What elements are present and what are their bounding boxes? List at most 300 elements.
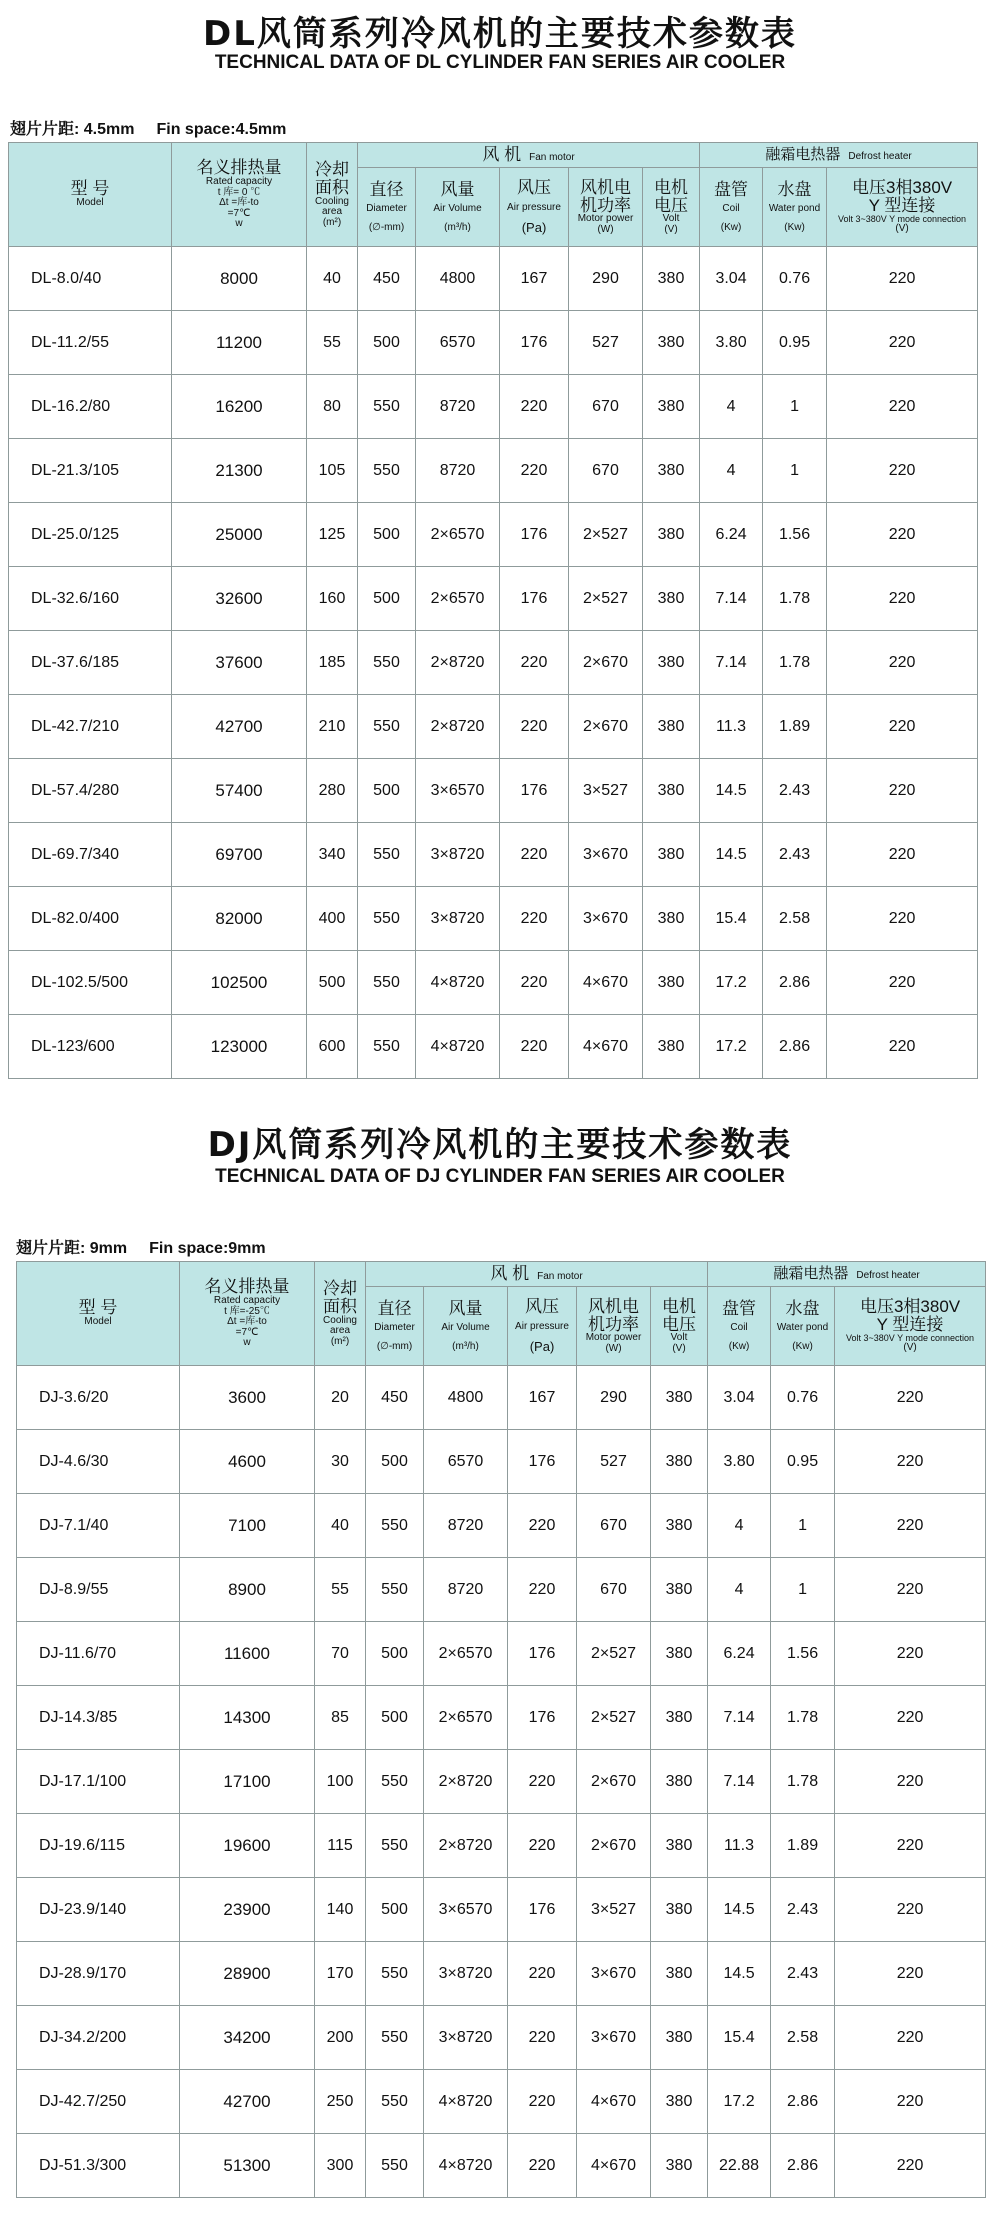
defrost-volt-cell: 220 [827, 375, 978, 439]
motor-power-cell: 2×527 [569, 503, 643, 567]
air-pressure-cell: 220 [500, 1015, 569, 1079]
air-volume-cell: 6570 [416, 311, 500, 375]
cooling-area-cell: 55 [315, 1558, 366, 1622]
diameter-cell: 550 [358, 439, 416, 503]
air-pressure-cell: 220 [500, 631, 569, 695]
motor-power-cell: 3×670 [577, 2006, 651, 2070]
dj-table-header [17, 1262, 986, 1366]
table-row [17, 2134, 986, 2198]
coil-cell: 22.88 [708, 2134, 771, 2198]
model-cell: DL-32.6/160 [9, 567, 172, 631]
motor-volt-cell: 380 [643, 759, 700, 823]
defrost-volt-cell: 220 [835, 1878, 986, 1942]
capacity-cell: 7100 [180, 1494, 315, 1558]
air-pressure-cell: 220 [508, 1942, 577, 2006]
capacity-cell: 3600 [180, 1366, 315, 1430]
air-pressure-cell: 167 [500, 247, 569, 311]
coil-cell: 3.80 [700, 311, 763, 375]
water-pond-cell: 1.78 [771, 1750, 835, 1814]
cooling-area-cell: 55 [307, 311, 358, 375]
motor-volt-cell: 380 [651, 1558, 708, 1622]
air-pressure-cell: 176 [508, 1622, 577, 1686]
diameter-cell: 550 [358, 887, 416, 951]
capacity-cell: 17100 [180, 1750, 315, 1814]
model-cell: DJ-8.9/55 [17, 1558, 180, 1622]
motor-power-cell: 670 [569, 439, 643, 503]
coil-cell: 15.4 [708, 2006, 771, 2070]
defrost-volt-cell: 220 [835, 1366, 986, 1430]
water-pond-cell: 1.78 [771, 1686, 835, 1750]
fan-motor-group-header: 风 机 Fan motor [366, 1262, 708, 1287]
capacity-cell: 19600 [180, 1814, 315, 1878]
coil-cell: 14.5 [700, 823, 763, 887]
diameter-cell: 450 [366, 1366, 424, 1430]
air-volume-cell: 4800 [424, 1366, 508, 1430]
defrost-volt-cell: 220 [827, 695, 978, 759]
air-pressure-cell: 220 [508, 1494, 577, 1558]
motor-power-header: 风机电 机功率 Motor power (W) [577, 1287, 651, 1366]
air-volume-cell: 3×8720 [416, 887, 500, 951]
air-volume-cell: 2×8720 [424, 1750, 508, 1814]
dl-title-cn: DL风筒系列冷风机的主要技术参数表 [203, 14, 797, 54]
air-volume-cell: 2×6570 [424, 1686, 508, 1750]
model-cell: DL-69.7/340 [9, 823, 172, 887]
motor-volt-cell: 380 [643, 503, 700, 567]
water-pond-cell: 2.86 [763, 951, 827, 1015]
capacity-cell: 14300 [180, 1686, 315, 1750]
defrost-volt-cell: 220 [835, 1686, 986, 1750]
air-pressure-header: 风压 Air pressure (Pa) [508, 1287, 577, 1366]
diameter-cell: 550 [366, 2006, 424, 2070]
capacity-cell: 102500 [172, 951, 307, 1015]
motor-volt-cell: 380 [643, 695, 700, 759]
defrost-volt-cell: 220 [827, 311, 978, 375]
air-volume-header: 风量 Air Volume (m³/h) [424, 1287, 508, 1366]
cooling-area-cell: 30 [315, 1430, 366, 1494]
coil-cell: 3.04 [708, 1366, 771, 1430]
model-cell: DJ-51.3/300 [17, 2134, 180, 2198]
cooling-area-cell: 125 [307, 503, 358, 567]
diameter-cell: 500 [358, 567, 416, 631]
cooling-area-cell: 250 [315, 2070, 366, 2134]
capacity-cell: 34200 [180, 2006, 315, 2070]
air-pressure-cell: 220 [500, 951, 569, 1015]
dl-title-en: TECHNICAL DATA OF DL CYLINDER FAN SERIES AIR COOLER [214, 52, 786, 73]
capacity-cell: 21300 [172, 439, 307, 503]
water-pond-cell: 1.56 [771, 1622, 835, 1686]
diameter-cell: 500 [366, 1622, 424, 1686]
diameter-cell: 550 [366, 1814, 424, 1878]
coil-cell: 3.04 [700, 247, 763, 311]
motor-volt-cell: 380 [651, 1430, 708, 1494]
water-pond-cell: 1 [771, 1558, 835, 1622]
air-pressure-cell: 176 [508, 1430, 577, 1494]
cooling-area-cell: 280 [307, 759, 358, 823]
motor-power-cell: 4×670 [569, 951, 643, 1015]
cooling-area-header: 冷却 面积 Cooling area (m²) [307, 143, 358, 247]
cooling-area-cell: 200 [315, 2006, 366, 2070]
air-volume-cell: 3×8720 [424, 1942, 508, 2006]
coil-cell: 6.24 [708, 1622, 771, 1686]
water-pond-header: 水盘 Water pond (Kw) [763, 168, 827, 247]
motor-power-cell: 2×670 [569, 631, 643, 695]
cooling-area-cell: 160 [307, 567, 358, 631]
water-pond-cell: 1 [771, 1494, 835, 1558]
fan-motor-group-header: 风 机 Fan motor [358, 143, 700, 168]
table-row [17, 1366, 986, 1430]
defrost-volt-cell: 220 [827, 887, 978, 951]
capacity-cell: 42700 [180, 2070, 315, 2134]
defrost-volt-cell: 220 [835, 2006, 986, 2070]
air-pressure-cell: 220 [500, 887, 569, 951]
defrost-heater-group-header: 融霜电热器 Defrost heater [700, 143, 978, 168]
coil-cell: 4 [700, 439, 763, 503]
cooling-area-cell: 40 [315, 1494, 366, 1558]
water-pond-cell: 2.43 [763, 823, 827, 887]
air-pressure-header: 风压 Air pressure (Pa) [500, 168, 569, 247]
motor-power-header: 风机电 机功率 Motor power (W) [569, 168, 643, 247]
air-volume-cell: 2×8720 [424, 1814, 508, 1878]
air-pressure-cell: 220 [508, 1750, 577, 1814]
motor-volt-cell: 380 [643, 951, 700, 1015]
diameter-cell: 550 [358, 951, 416, 1015]
water-pond-cell: 2.43 [771, 1942, 835, 2006]
motor-power-cell: 670 [569, 375, 643, 439]
model-cell: DJ-4.6/30 [17, 1430, 180, 1494]
defrost-volt-cell: 220 [835, 1750, 986, 1814]
cooling-area-cell: 70 [315, 1622, 366, 1686]
motor-power-cell: 3×670 [569, 887, 643, 951]
motor-power-cell: 3×527 [577, 1878, 651, 1942]
motor-volt-cell: 380 [643, 631, 700, 695]
capacity-cell: 4600 [180, 1430, 315, 1494]
air-pressure-cell: 176 [500, 567, 569, 631]
table-row [9, 247, 978, 311]
dj-table-body [17, 1366, 986, 2198]
motor-volt-cell: 380 [651, 2070, 708, 2134]
air-pressure-cell: 220 [508, 2134, 577, 2198]
diameter-cell: 550 [358, 631, 416, 695]
coil-cell: 14.5 [708, 1878, 771, 1942]
capacity-cell: 23900 [180, 1878, 315, 1942]
water-pond-cell: 0.76 [771, 1366, 835, 1430]
capacity-cell: 82000 [172, 887, 307, 951]
coil-cell: 11.3 [700, 695, 763, 759]
dj-fin-space-en: Fin space:9mm [149, 1240, 266, 1257]
table-row [9, 375, 978, 439]
air-pressure-cell: 167 [508, 1366, 577, 1430]
air-pressure-cell: 176 [500, 503, 569, 567]
defrost-volt-cell: 220 [827, 951, 978, 1015]
defrost-volt-cell: 220 [835, 1430, 986, 1494]
motor-volt-cell: 380 [643, 887, 700, 951]
water-pond-cell: 2.86 [771, 2134, 835, 2198]
defrost-volt-cell: 220 [835, 2070, 986, 2134]
model-cell: DJ-3.6/20 [17, 1366, 180, 1430]
diameter-cell: 550 [366, 1494, 424, 1558]
air-volume-cell: 3×8720 [416, 823, 500, 887]
diameter-cell: 550 [366, 2134, 424, 2198]
model-cell: DJ-23.9/140 [17, 1878, 180, 1942]
air-pressure-cell: 176 [500, 311, 569, 375]
air-volume-cell: 4800 [416, 247, 500, 311]
diameter-cell: 500 [366, 1686, 424, 1750]
model-cell: DJ-28.9/170 [17, 1942, 180, 2006]
water-pond-cell: 1.78 [763, 567, 827, 631]
diameter-cell: 450 [358, 247, 416, 311]
motor-power-cell: 4×670 [569, 1015, 643, 1079]
motor-volt-cell: 380 [651, 2134, 708, 2198]
model-cell: DJ-19.6/115 [17, 1814, 180, 1878]
cooling-area-cell: 115 [315, 1814, 366, 1878]
cooling-area-cell: 400 [307, 887, 358, 951]
cooling-area-cell: 40 [307, 247, 358, 311]
diameter-cell: 550 [358, 695, 416, 759]
model-cell: DL-8.0/40 [9, 247, 172, 311]
dl-spec-table [8, 142, 978, 1079]
water-pond-cell: 0.76 [763, 247, 827, 311]
air-pressure-cell: 220 [508, 1558, 577, 1622]
defrost-volt-cell: 220 [835, 1942, 986, 2006]
cooling-area-cell: 210 [307, 695, 358, 759]
dl-table-header [9, 143, 978, 247]
cooling-area-cell: 20 [315, 1366, 366, 1430]
motor-power-cell: 3×527 [569, 759, 643, 823]
defrost-volt-cell: 220 [827, 567, 978, 631]
cooling-area-cell: 340 [307, 823, 358, 887]
defrost-volt-cell: 220 [835, 1814, 986, 1878]
model-cell: DJ-17.1/100 [17, 1750, 180, 1814]
coil-cell: 14.5 [700, 759, 763, 823]
diameter-header: 直径 Diameter (∅-mm) [366, 1287, 424, 1366]
motor-power-cell: 2×527 [577, 1622, 651, 1686]
water-pond-cell: 2.86 [771, 2070, 835, 2134]
coil-cell: 15.4 [700, 887, 763, 951]
air-pressure-cell: 220 [500, 695, 569, 759]
table-row [9, 311, 978, 375]
dj-title-en: TECHNICAL DATA OF DJ CYLINDER FAN SERIES AIR COOLER [215, 1166, 785, 1187]
water-pond-cell: 2.58 [771, 2006, 835, 2070]
diameter-header: 直径 Diameter (∅-mm) [358, 168, 416, 247]
capacity-cell: 16200 [172, 375, 307, 439]
motor-volt-cell: 380 [643, 439, 700, 503]
air-pressure-cell: 220 [508, 2070, 577, 2134]
defrost-volt-header: 电压3相380V Y 型连接 Volt 3~380V Y mode connection (V) [835, 1287, 986, 1366]
motor-volt-cell: 380 [651, 1750, 708, 1814]
capacity-cell: 11600 [180, 1622, 315, 1686]
air-volume-cell: 8720 [424, 1558, 508, 1622]
diameter-cell: 500 [358, 503, 416, 567]
cooling-area-cell: 600 [307, 1015, 358, 1079]
diameter-cell: 500 [358, 311, 416, 375]
air-volume-cell: 2×8720 [416, 631, 500, 695]
air-volume-cell: 4×8720 [424, 2134, 508, 2198]
dl-fin-space-en: Fin space:4.5mm [156, 121, 287, 138]
air-volume-cell: 8720 [416, 375, 500, 439]
air-volume-cell: 2×6570 [424, 1622, 508, 1686]
capacity-cell: 69700 [172, 823, 307, 887]
model-cell: DL-42.7/210 [9, 695, 172, 759]
model-cell: DL-25.0/125 [9, 503, 172, 567]
air-volume-cell: 8720 [416, 439, 500, 503]
motor-power-cell: 2×670 [569, 695, 643, 759]
water-pond-cell: 1.89 [763, 695, 827, 759]
capacity-cell: 25000 [172, 503, 307, 567]
air-pressure-cell: 176 [500, 759, 569, 823]
coil-cell: 17.2 [700, 1015, 763, 1079]
table-row [17, 1622, 986, 1686]
motor-power-cell: 2×527 [577, 1686, 651, 1750]
motor-power-cell: 290 [577, 1366, 651, 1430]
defrost-volt-cell: 220 [827, 503, 978, 567]
capacity-cell: 8900 [180, 1558, 315, 1622]
model-cell: DJ-42.7/250 [17, 2070, 180, 2134]
air-volume-cell: 4×8720 [416, 1015, 500, 1079]
capacity-cell: 123000 [172, 1015, 307, 1079]
diameter-cell: 550 [358, 823, 416, 887]
cooling-area-cell: 170 [315, 1942, 366, 2006]
coil-cell: 4 [700, 375, 763, 439]
motor-volt-cell: 380 [651, 1494, 708, 1558]
motor-power-cell: 2×527 [569, 567, 643, 631]
water-pond-cell: 1.89 [771, 1814, 835, 1878]
motor-volt-cell: 380 [643, 567, 700, 631]
defrost-volt-cell: 220 [827, 631, 978, 695]
table-row [9, 567, 978, 631]
coil-cell: 7.14 [708, 1686, 771, 1750]
table-row [9, 439, 978, 503]
defrost-volt-cell: 220 [827, 823, 978, 887]
table-row [17, 1942, 986, 2006]
diameter-cell: 550 [358, 375, 416, 439]
defrost-volt-header: 电压3相380V Y 型连接 Volt 3~380V Y mode connection (V) [827, 168, 978, 247]
table-row [17, 1430, 986, 1494]
diameter-cell: 500 [366, 1878, 424, 1942]
motor-power-cell: 3×670 [569, 823, 643, 887]
model-cell: DJ-11.6/70 [17, 1622, 180, 1686]
cooling-area-cell: 100 [315, 1750, 366, 1814]
diameter-cell: 550 [358, 1015, 416, 1079]
defrost-volt-cell: 220 [835, 2134, 986, 2198]
defrost-volt-cell: 220 [835, 1494, 986, 1558]
motor-power-cell: 670 [577, 1494, 651, 1558]
air-volume-cell: 6570 [424, 1430, 508, 1494]
air-volume-cell: 2×6570 [416, 503, 500, 567]
motor-volt-cell: 380 [651, 1622, 708, 1686]
air-volume-cell: 3×6570 [424, 1878, 508, 1942]
coil-cell: 3.80 [708, 1430, 771, 1494]
cooling-area-cell: 85 [315, 1686, 366, 1750]
diameter-cell: 550 [366, 1558, 424, 1622]
air-volume-cell: 3×6570 [416, 759, 500, 823]
model-cell: DL-16.2/80 [9, 375, 172, 439]
table-row [17, 1750, 986, 1814]
air-volume-header: 风量 Air Volume (m³/h) [416, 168, 500, 247]
model-cell: DL-123/600 [9, 1015, 172, 1079]
table-row [17, 1814, 986, 1878]
diameter-cell: 550 [366, 1750, 424, 1814]
model-cell: DL-57.4/280 [9, 759, 172, 823]
motor-volt-cell: 380 [651, 1942, 708, 2006]
dj-fin-space [16, 1235, 288, 1258]
motor-power-cell: 670 [577, 1558, 651, 1622]
capacity-cell: 32600 [172, 567, 307, 631]
motor-volt-header: 电机 电压 Volt (V) [643, 168, 700, 247]
dj-fin-space-cn: 翅片片距: 9mm [16, 1240, 128, 1257]
motor-volt-cell: 380 [651, 1878, 708, 1942]
water-pond-cell: 0.95 [771, 1430, 835, 1494]
capacity-cell: 57400 [172, 759, 307, 823]
model-cell: DJ-7.1/40 [17, 1494, 180, 1558]
table-row [17, 2070, 986, 2134]
coil-cell: 7.14 [700, 631, 763, 695]
air-pressure-cell: 176 [508, 1878, 577, 1942]
model-cell: DJ-34.2/200 [17, 2006, 180, 2070]
coil-cell: 14.5 [708, 1942, 771, 2006]
motor-power-cell: 3×670 [577, 1942, 651, 2006]
diameter-cell: 550 [366, 1942, 424, 2006]
table-row [9, 1015, 978, 1079]
air-pressure-cell: 220 [508, 1814, 577, 1878]
water-pond-cell: 1.78 [763, 631, 827, 695]
capacity-header: 名义排热量 Rated capacity t 库= 0 ℃ Δt =库-to =7℃ w [172, 143, 307, 247]
table-row [17, 1878, 986, 1942]
coil-cell: 4 [708, 1494, 771, 1558]
coil-header: 盘管 Coil (Kw) [708, 1287, 771, 1366]
cooling-area-cell: 300 [315, 2134, 366, 2198]
water-pond-cell: 0.95 [763, 311, 827, 375]
capacity-cell: 51300 [180, 2134, 315, 2198]
coil-cell: 7.14 [708, 1750, 771, 1814]
water-pond-cell: 2.58 [763, 887, 827, 951]
air-volume-cell: 2×8720 [416, 695, 500, 759]
motor-power-cell: 290 [569, 247, 643, 311]
coil-header: 盘管 Coil (Kw) [700, 168, 763, 247]
capacity-cell: 37600 [172, 631, 307, 695]
table-row [9, 951, 978, 1015]
diameter-cell: 500 [366, 1430, 424, 1494]
motor-volt-cell: 380 [643, 375, 700, 439]
water-pond-cell: 1.56 [763, 503, 827, 567]
coil-cell: 7.14 [700, 567, 763, 631]
cooling-area-cell: 105 [307, 439, 358, 503]
water-pond-cell: 2.43 [771, 1878, 835, 1942]
coil-cell: 17.2 [700, 951, 763, 1015]
diameter-cell: 550 [366, 2070, 424, 2134]
capacity-cell: 8000 [172, 247, 307, 311]
motor-volt-header: 电机 电压 Volt (V) [651, 1287, 708, 1366]
water-pond-cell: 1 [763, 439, 827, 503]
dj-title-cn: DJ风筒系列冷风机的主要技术参数表 [207, 1125, 793, 1165]
motor-volt-cell: 380 [651, 1686, 708, 1750]
dl-table-body [9, 247, 978, 1079]
defrost-volt-cell: 220 [835, 1622, 986, 1686]
air-pressure-cell: 220 [500, 823, 569, 887]
air-pressure-cell: 176 [508, 1686, 577, 1750]
table-row [9, 695, 978, 759]
air-volume-cell: 8720 [424, 1494, 508, 1558]
motor-power-cell: 527 [577, 1430, 651, 1494]
model-cell: DL-11.2/55 [9, 311, 172, 375]
air-volume-cell: 4×8720 [416, 951, 500, 1015]
cooling-area-cell: 185 [307, 631, 358, 695]
model-cell: DJ-14.3/85 [17, 1686, 180, 1750]
defrost-volt-cell: 220 [827, 247, 978, 311]
capacity-cell: 28900 [180, 1942, 315, 2006]
dl-fin-space-cn: 翅片片距: 4.5mm [10, 121, 135, 138]
motor-volt-cell: 380 [651, 1366, 708, 1430]
model-cell: DL-37.6/185 [9, 631, 172, 695]
